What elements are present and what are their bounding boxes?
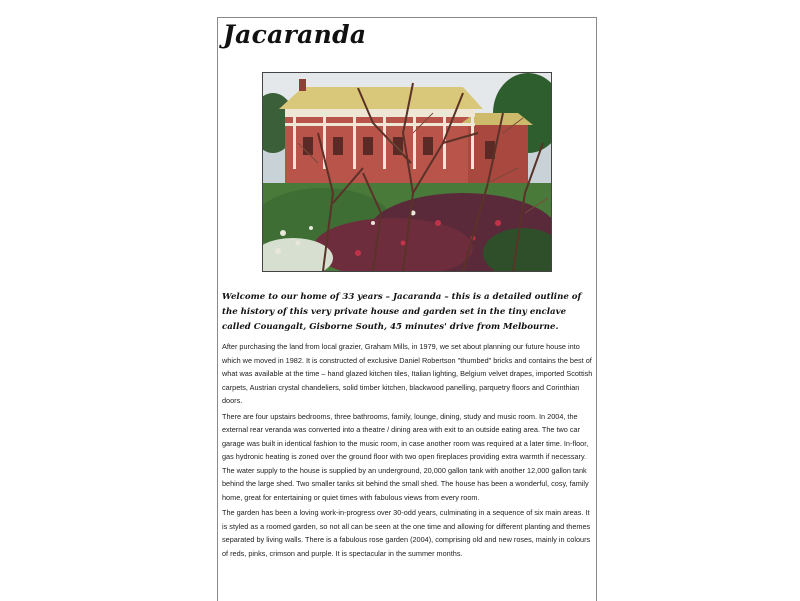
intro-paragraph: Welcome to our home of 33 years – Jacaranda – this is a detailed outline of the history of this very private house and garden set in the tiny enclave called Couangalt, Gisborne South, 45 minutes' drive from Melbourne. xyxy=(222,292,582,332)
paragraph: There are four upstairs bedrooms, three bathrooms, family, lounge, dining, study and music room. In 2004, the external rear veranda was converted into a theatre / dining area with exit to an outside eating area. The two car garage was built in identical fashion to the music room, in case another room was required at a later time. In-floor, gas hydronic heating is zoned over the ground floor with two open fireplaces providing extra warmth if necessary. The water supply to the house is supplied by an underground, 20,000 gallon tank with another 12,000 gallon tank behind the large shed. Two smaller tanks sit behind the small shed. The house has been a wonderful, cosy, family home, great for entertaining or quiet times with fabulous views from every room. xyxy=(222,411,589,502)
paragraph: After purchasing the land from local grazier, Graham Mills, in 1979, we set about planning our future house into which we moved in 1982. It is constructed of exclusive Daniel Robertson "thumbed" bricks and contains the best of what was available at the time – hand glazed kitchen tiles, Italian lighting, Belgium velvet drapes, imported Scottish carpets, Austrian crystal chandeliers, solid timber kitchen, blackwood panelling, parquetry floors and Corinthian doors. xyxy=(222,342,593,405)
house-painting-image xyxy=(262,72,552,272)
paragraph: The garden has been a loving work-in-progress over 30-odd years, culminating in a sequence of six main areas. It is styled as a roomed garden, so not all can be seen at the one time and allowing for different planting and themes separated by living walls. There is a fabulous rose garden (2004), comprising old and new roses, mainly in colours of reds, pinks, crimson and purple. It is spectacular in the summer months. xyxy=(222,508,591,558)
page-title: Jacaranda xyxy=(223,20,367,49)
document-page xyxy=(217,17,597,601)
painting-illustration xyxy=(263,73,551,271)
body-text xyxy=(222,340,594,562)
